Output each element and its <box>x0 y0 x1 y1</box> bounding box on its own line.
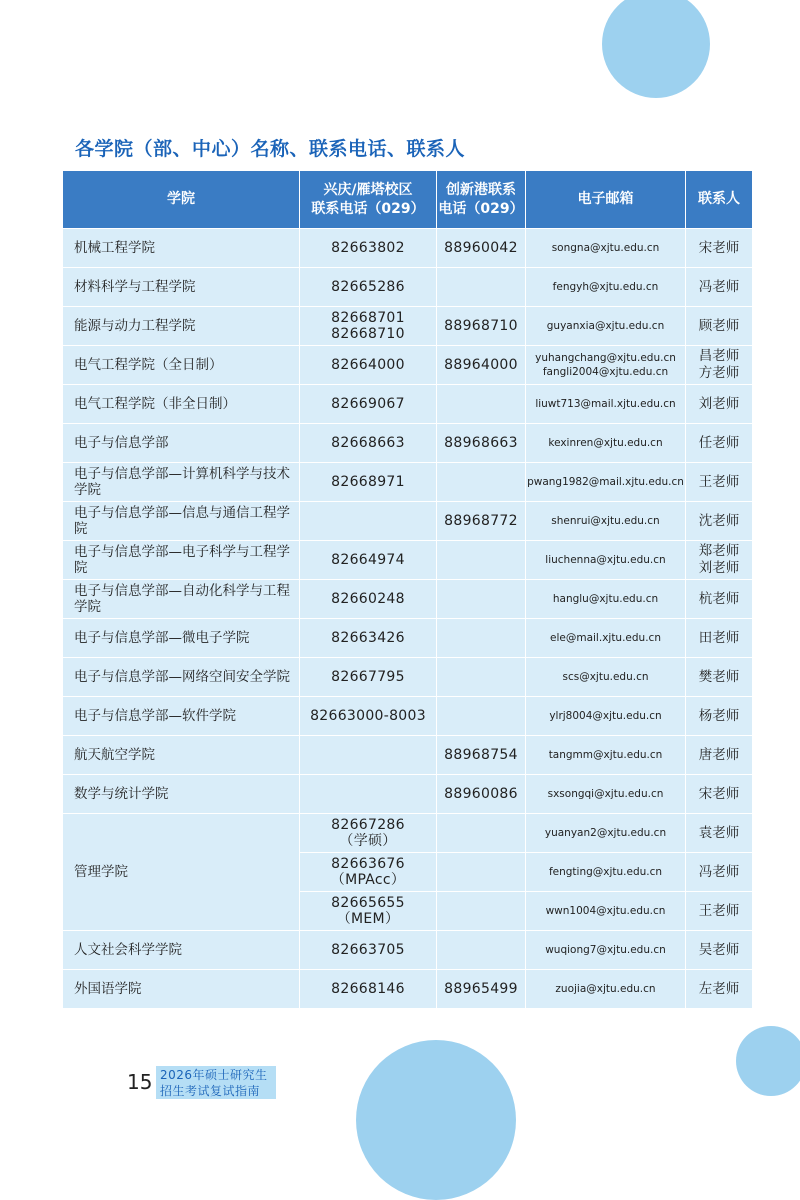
xingqing-phone: 82663000-8003 <box>300 697 437 736</box>
college-name: 机械工程学院 <box>63 229 300 268</box>
chuangxingang-phone <box>437 463 526 502</box>
header-contact: 联系人 <box>686 171 753 229</box>
table-row <box>63 970 753 1009</box>
college-name: 外国语学院 <box>63 970 300 1009</box>
chuangxingang-phone: 88968710 <box>437 307 526 346</box>
chuangxingang-phone: 88965499 <box>437 970 526 1009</box>
contact-person: 杭老师 <box>686 580 753 619</box>
contact-person: 王老师 <box>686 892 753 931</box>
table-row <box>63 385 753 424</box>
college-name: 电子与信息学部—微电子学院 <box>63 619 300 658</box>
table-row <box>63 580 753 619</box>
contact-person: 郑老师 刘老师 <box>686 541 753 580</box>
email-address: kexinren@xjtu.edu.cn <box>526 424 686 463</box>
header-xingqing-phone: 兴庆/雁塔校区 联系电话（029） <box>300 171 437 229</box>
table-row <box>63 424 753 463</box>
table-row <box>63 268 753 307</box>
college-name: 电子与信息学部—信息与通信工程学院 <box>63 502 300 541</box>
header-chuangxingang-phone: 创新港联系 电话（029） <box>437 171 526 229</box>
chuangxingang-phone: 88968772 <box>437 502 526 541</box>
chuangxingang-phone <box>437 697 526 736</box>
table-row <box>63 229 753 268</box>
contact-person: 冯老师 <box>686 853 753 892</box>
xingqing-phone: 82665286 <box>300 268 437 307</box>
decor-circle-top <box>602 0 710 98</box>
table-row <box>63 658 753 697</box>
xingqing-phone: 82668146 <box>300 970 437 1009</box>
email-address: yuanyan2@xjtu.edu.cn <box>526 814 686 853</box>
chuangxingang-phone <box>437 580 526 619</box>
table-row <box>63 775 753 814</box>
college-name: 管理学院 <box>63 814 300 931</box>
xingqing-phone: 82667286 （学硕） <box>300 814 437 853</box>
table-row <box>63 619 753 658</box>
chuangxingang-phone <box>437 931 526 970</box>
xingqing-phone: 82667795 <box>300 658 437 697</box>
xingqing-phone: 82669067 <box>300 385 437 424</box>
table-row <box>63 463 753 502</box>
table-row <box>63 736 753 775</box>
table-header-row <box>63 171 753 229</box>
contact-person: 樊老师 <box>686 658 753 697</box>
header-college: 学院 <box>63 171 300 229</box>
xingqing-phone: 82668663 <box>300 424 437 463</box>
decor-circle-bottom <box>356 1040 516 1200</box>
contact-person: 唐老师 <box>686 736 753 775</box>
chuangxingang-phone <box>437 814 526 853</box>
chuangxingang-phone <box>437 541 526 580</box>
xingqing-phone: 82665655 （MEM） <box>300 892 437 931</box>
email-address: zuojia@xjtu.edu.cn <box>526 970 686 1009</box>
college-name: 材料科学与工程学院 <box>63 268 300 307</box>
chuangxingang-phone <box>437 853 526 892</box>
footer-line-1: 2026年硕士研究生 <box>160 1068 268 1082</box>
xingqing-phone: 82663705 <box>300 931 437 970</box>
xingqing-phone: 82663676 （MPAcc） <box>300 853 437 892</box>
contact-person: 任老师 <box>686 424 753 463</box>
email-address: yuhangchang@xjtu.edu.cn fangli2004@xjtu.edu.cn <box>526 346 686 385</box>
email-address: sxsongqi@xjtu.edu.cn <box>526 775 686 814</box>
college-name: 航天航空学院 <box>63 736 300 775</box>
page-title: 各学院（部、中心）名称、联系电话、联系人 <box>75 138 466 160</box>
contact-person: 杨老师 <box>686 697 753 736</box>
table-body <box>63 229 753 1009</box>
email-address: songna@xjtu.edu.cn <box>526 229 686 268</box>
decor-circle-right <box>736 1026 800 1096</box>
email-address: scs@xjtu.edu.cn <box>526 658 686 697</box>
chuangxingang-phone: 88968754 <box>437 736 526 775</box>
college-name: 电子与信息学部—电子科学与工程学院 <box>63 541 300 580</box>
contact-person: 刘老师 <box>686 385 753 424</box>
xingqing-phone: 82663802 <box>300 229 437 268</box>
email-address: guyanxia@xjtu.edu.cn <box>526 307 686 346</box>
chuangxingang-phone: 88968663 <box>437 424 526 463</box>
table-row <box>63 931 753 970</box>
table-row <box>63 502 753 541</box>
email-address: liuwt713@mail.xjtu.edu.cn <box>526 385 686 424</box>
contact-person: 左老师 <box>686 970 753 1009</box>
email-address: liuchenna@xjtu.edu.cn <box>526 541 686 580</box>
contact-person: 顾老师 <box>686 307 753 346</box>
chuangxingang-phone <box>437 268 526 307</box>
footer-line-2: 招生考试复试指南 <box>160 1084 261 1098</box>
contact-person: 王老师 <box>686 463 753 502</box>
college-name: 能源与动力工程学院 <box>63 307 300 346</box>
page-number: 15 <box>127 1070 153 1094</box>
contact-person: 田老师 <box>686 619 753 658</box>
xingqing-phone: 82668971 <box>300 463 437 502</box>
chuangxingang-phone <box>437 892 526 931</box>
email-address: ylrj8004@xjtu.edu.cn <box>526 697 686 736</box>
email-address: wwn1004@xjtu.edu.cn <box>526 892 686 931</box>
table-row <box>63 307 753 346</box>
email-address: tangmm@xjtu.edu.cn <box>526 736 686 775</box>
contact-person: 吴老师 <box>686 931 753 970</box>
contact-person: 宋老师 <box>686 775 753 814</box>
email-address: fengting@xjtu.edu.cn <box>526 853 686 892</box>
college-name: 电气工程学院（全日制） <box>63 346 300 385</box>
xingqing-phone: 82668701 82668710 <box>300 307 437 346</box>
table-row <box>63 541 753 580</box>
xingqing-phone <box>300 775 437 814</box>
table-row <box>63 814 753 853</box>
chuangxingang-phone <box>437 385 526 424</box>
college-name: 电子与信息学部—自动化科学与工程学院 <box>63 580 300 619</box>
xingqing-phone: 82664000 <box>300 346 437 385</box>
contact-person: 沈老师 <box>686 502 753 541</box>
header-email: 电子邮箱 <box>526 171 686 229</box>
college-name: 数学与统计学院 <box>63 775 300 814</box>
table-row <box>63 346 753 385</box>
email-address: pwang1982@mail.xjtu.edu.cn <box>526 463 686 502</box>
chuangxingang-phone <box>437 619 526 658</box>
college-name: 电子与信息学部—网络空间安全学院 <box>63 658 300 697</box>
college-name: 电气工程学院（非全日制） <box>63 385 300 424</box>
xingqing-phone <box>300 502 437 541</box>
contact-person: 冯老师 <box>686 268 753 307</box>
contact-person: 昌老师 方老师 <box>686 346 753 385</box>
email-address: ele@mail.xjtu.edu.cn <box>526 619 686 658</box>
college-name: 人文社会科学学院 <box>63 931 300 970</box>
xingqing-phone: 82664974 <box>300 541 437 580</box>
email-address: hanglu@xjtu.edu.cn <box>526 580 686 619</box>
xingqing-phone: 82660248 <box>300 580 437 619</box>
college-name: 电子与信息学部 <box>63 424 300 463</box>
xingqing-phone: 82663426 <box>300 619 437 658</box>
college-name: 电子与信息学部—计算机科学与技术学院 <box>63 463 300 502</box>
email-address: shenrui@xjtu.edu.cn <box>526 502 686 541</box>
contact-person: 袁老师 <box>686 814 753 853</box>
contact-table <box>62 170 753 1009</box>
chuangxingang-phone: 88964000 <box>437 346 526 385</box>
email-address: fengyh@xjtu.edu.cn <box>526 268 686 307</box>
contact-person: 宋老师 <box>686 229 753 268</box>
chuangxingang-phone <box>437 658 526 697</box>
table-row <box>63 697 753 736</box>
chuangxingang-phone: 88960042 <box>437 229 526 268</box>
college-name: 电子与信息学部—软件学院 <box>63 697 300 736</box>
chuangxingang-phone: 88960086 <box>437 775 526 814</box>
email-address: wuqiong7@xjtu.edu.cn <box>526 931 686 970</box>
xingqing-phone <box>300 736 437 775</box>
